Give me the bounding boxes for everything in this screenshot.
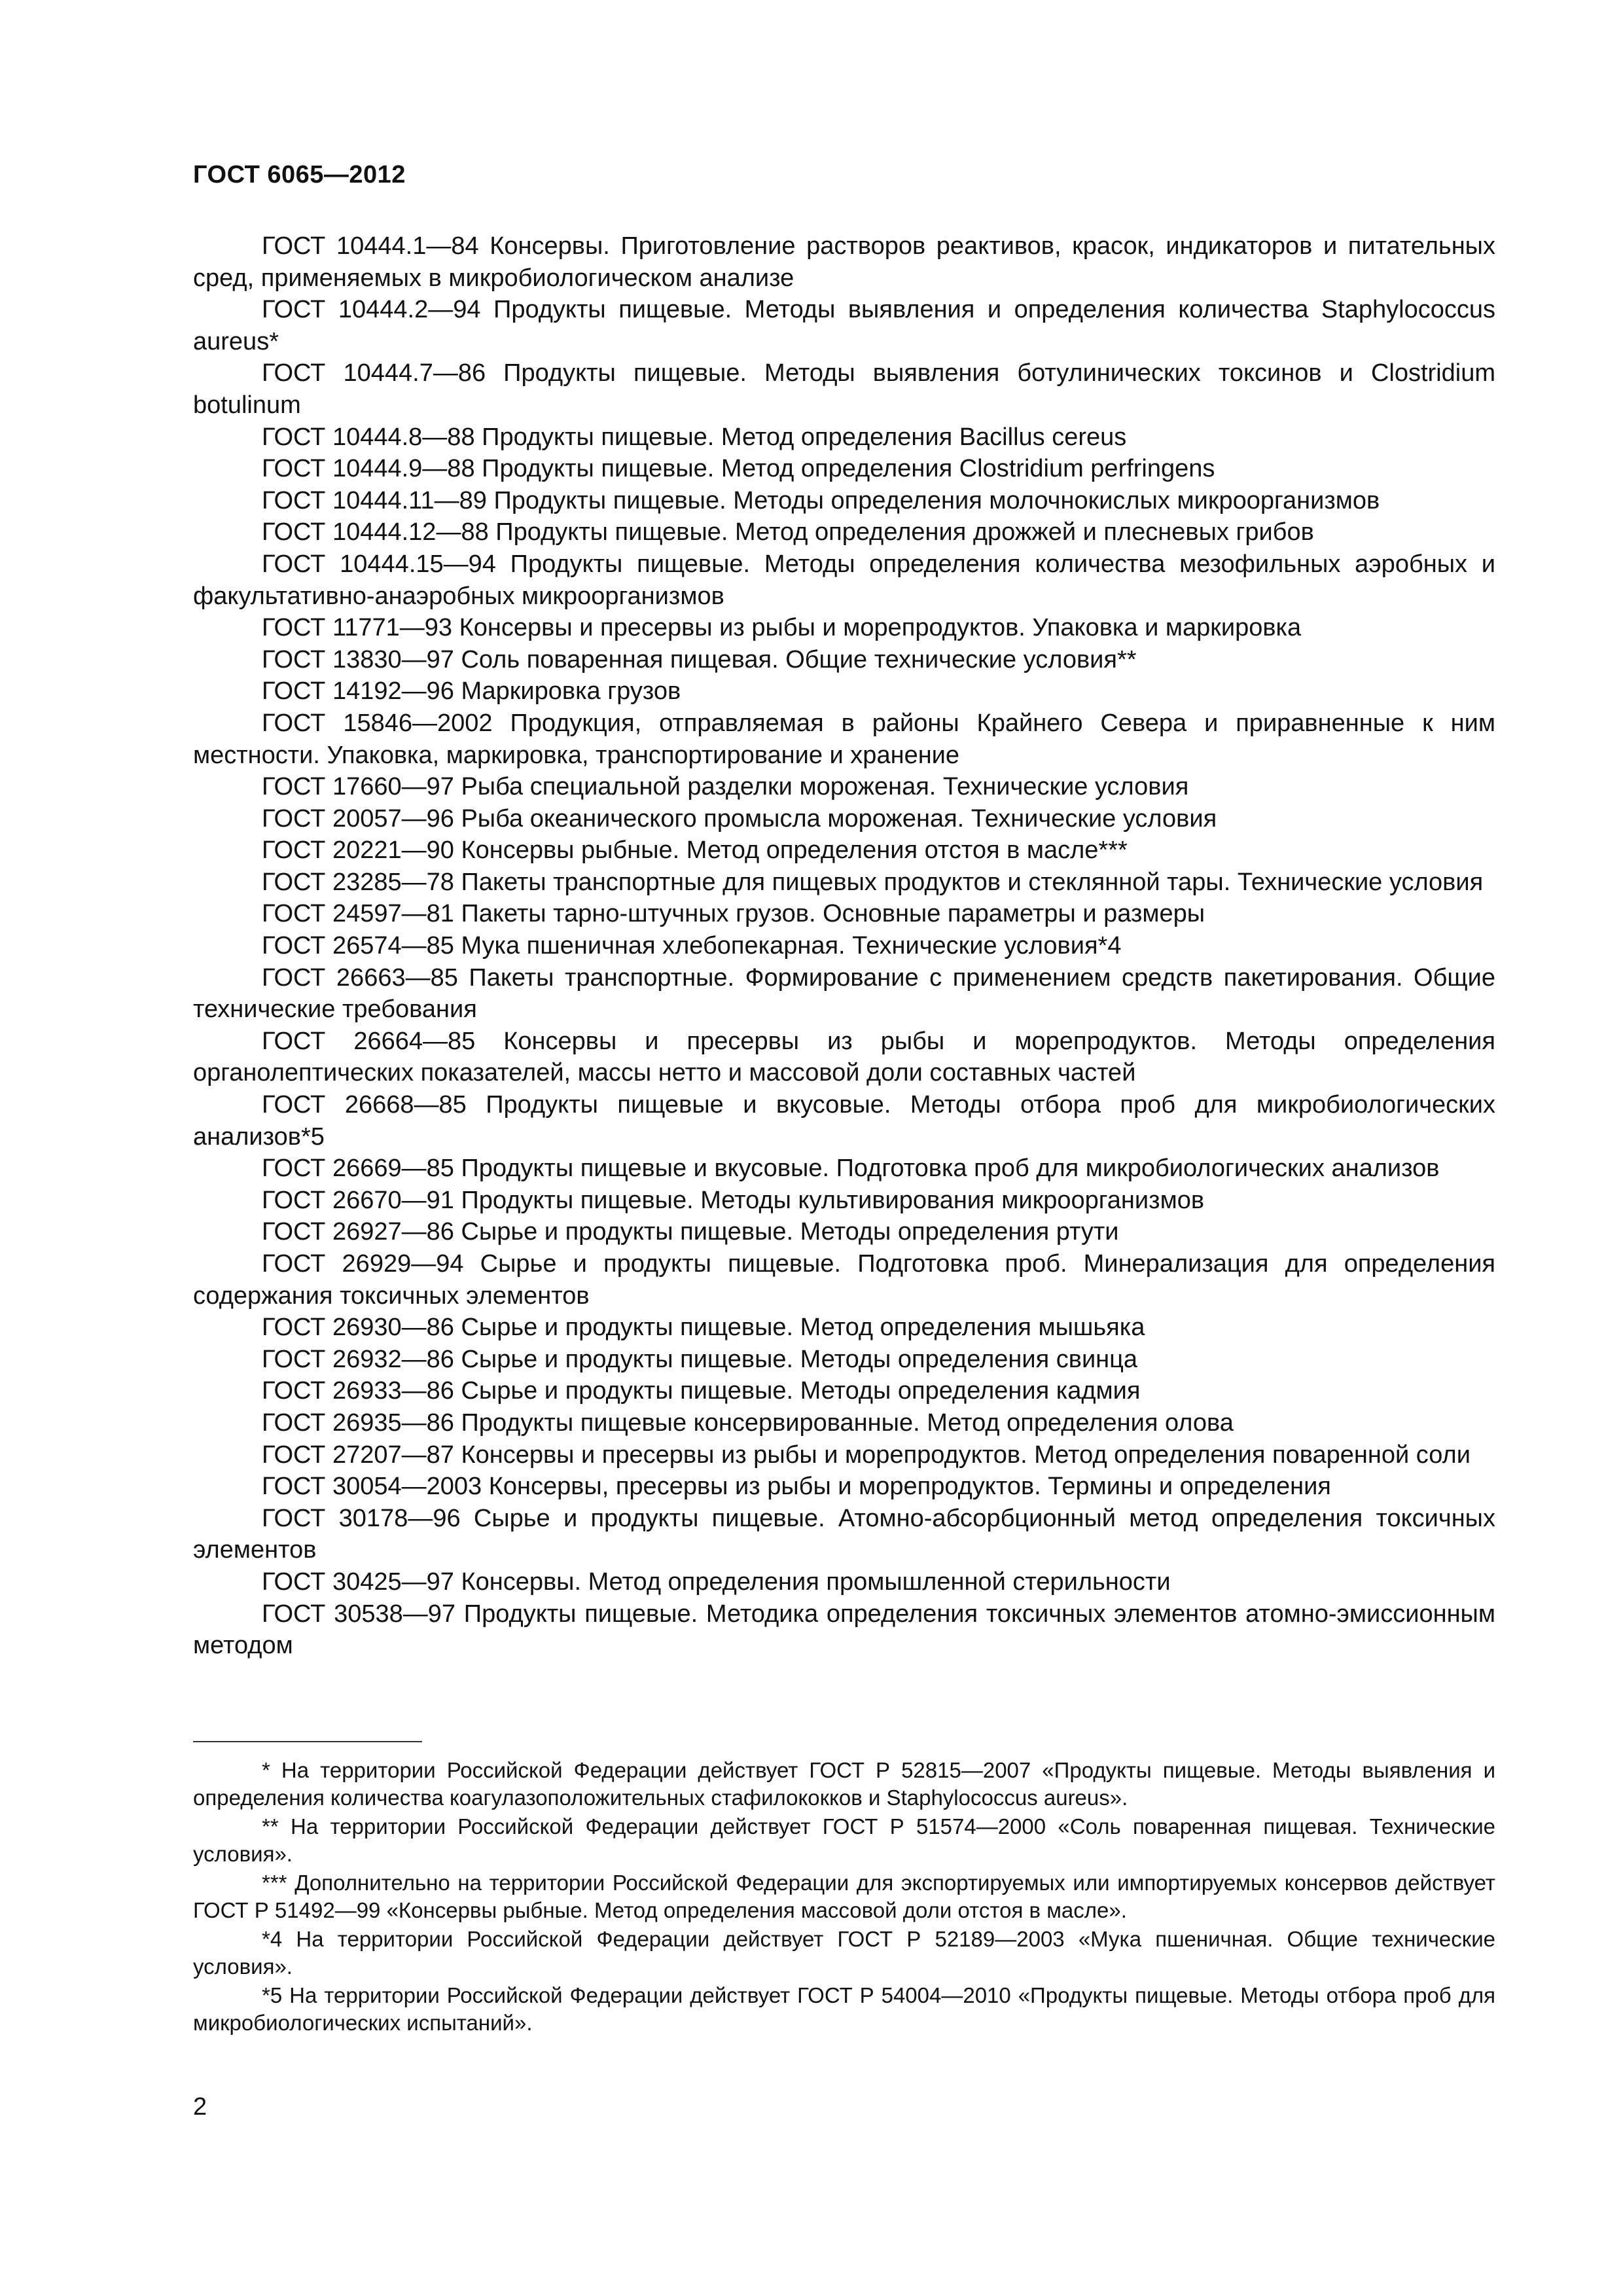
footnote-mark: * bbox=[262, 1758, 270, 1782]
reference-entry: ГОСТ 13830—97 Соль поваренная пищевая. Общие технические условия** bbox=[262, 645, 1137, 673]
footnote bbox=[193, 1982, 1495, 2037]
reference-entry: ГОСТ 24597—81 Пакеты тарно-штучных грузов. Основные параметры и размеры bbox=[262, 900, 1205, 928]
document-header: ГОСТ 6065—2012 bbox=[193, 161, 406, 188]
reference-entry: ГОСТ 10444.12—88 Продукты пищевые. Метод определения дрожжей и плесневых грибов bbox=[262, 518, 1314, 547]
footnote-divider bbox=[193, 1741, 422, 1742]
footnotes bbox=[193, 1757, 1495, 2038]
reference-entry: ГОСТ 30538—97 Продукты пищевые. Методика определения токсичных элементов атомно-эмиссионным методом bbox=[193, 1600, 1495, 1660]
reference-entry: ГОСТ 26574—85 Мука пшеничная хлебопекарная. Технические условия*4 bbox=[262, 932, 1122, 960]
footnote-mark: ** bbox=[262, 1814, 279, 1839]
footnote-mark: *4 bbox=[262, 1927, 283, 1951]
reference-entry: ГОСТ 23285—78 Пакеты транспортные для пищевых продуктов и стеклянной тары. Технические условия bbox=[262, 868, 1484, 896]
footnote bbox=[193, 1757, 1495, 1812]
reference-entry: ГОСТ 10444.7—86 Продукты пищевые. Методы выявления ботулинических токсинов и Clostridium botulinum bbox=[193, 359, 1495, 419]
reference-entry: ГОСТ 30425—97 Консервы. Метод определения промышленной стерильности bbox=[262, 1568, 1171, 1596]
reference-entry: ГОСТ 30178—96 Сырье и продукты пищевые. Атомно-абсорбционный метод определения токсичных элементов bbox=[193, 1504, 1495, 1564]
footnote-text: Дополнительно на территории Российской Федерации для экспортируемых или импортируемых консервов действует ГОСТ Р 51492—99 «Консервы рыбные. Метод определения массовой доли отстоя в масле». bbox=[193, 1871, 1495, 1922]
footnote-text: На территории Российской Федерации действует ГОСТ Р 54004—2010 «Продукты пищевые. Методы отбора проб для микробиологических испытаний». bbox=[193, 1983, 1496, 2035]
footnote-text: На территории Российской Федерации действует ГОСТ Р 52815—2007 «Продукты пищевые. Методы выявления и определения количества коагулазоположительных стафилококков и Staphylococcus aureus». bbox=[193, 1758, 1496, 1810]
reference-entry: ГОСТ 20057—96 Рыба океанического промысла мороженая. Технические условия bbox=[262, 804, 1217, 833]
reference-entry: ГОСТ 26669—85 Продукты пищевые и вкусовые. Подготовка проб для микробиологических анализов bbox=[262, 1155, 1440, 1183]
reference-entry: ГОСТ 26670—91 Продукты пищевые. Методы культивирования микроорганизмов bbox=[262, 1186, 1205, 1214]
reference-entry: ГОСТ 26935—86 Продукты пищевые консервированные. Метод определения олова bbox=[262, 1408, 1234, 1437]
reference-entry: ГОСТ 26932—86 Сырье и продукты пищевые. Методы определения свинца bbox=[262, 1345, 1138, 1373]
reference-entry: ГОСТ 26663—85 Пакеты транспортные. Формирование с применением средств пакетирования. Общие технические требования bbox=[193, 963, 1495, 1024]
reference-entry: ГОСТ 26668—85 Продукты пищевые и вкусовые. Методы отбора проб для микробиологических анализов*5 bbox=[193, 1091, 1495, 1151]
reference-entry: ГОСТ 10444.9—88 Продукты пищевые. Метод определения Clostridium perfringens bbox=[262, 455, 1215, 483]
footnote-mark: *** bbox=[262, 1871, 287, 1895]
footnote bbox=[193, 1926, 1495, 1981]
footnote-text: На территории Российской Федерации действует ГОСТ Р 52189—2003 «Мука пшеничная. Общие технические условия». bbox=[193, 1927, 1495, 1979]
reference-entry: ГОСТ 10444.11—89 Продукты пищевые. Методы определения молочнокислых микроорганизмов bbox=[262, 486, 1380, 514]
reference-entry: ГОСТ 10444.8—88 Продукты пищевые. Метод определения Bacillus cereus bbox=[262, 423, 1127, 451]
reference-entry: ГОСТ 20221—90 Консервы рыбные. Метод определения отстоя в масле*** bbox=[262, 836, 1128, 865]
reference-entry: ГОСТ 11771—93 Консервы и пресервы из рыбы и морепродуктов. Упаковка и маркировка bbox=[262, 614, 1302, 642]
footnote-text: На территории Российской Федерации действует ГОСТ Р 51574—2000 «Соль поваренная пищевая. Технические условия». bbox=[193, 1814, 1496, 1866]
reference-entry: ГОСТ 17660—97 Рыба специальной разделки мороженая. Технические условия bbox=[262, 773, 1189, 801]
reference-entry: ГОСТ 10444.1—84 Консервы. Приготовление растворов реактивов, красок, индикаторов и питательных сред, применяемых в микробиологическом анализе bbox=[193, 232, 1495, 292]
reference-entry: ГОСТ 26933—86 Сырье и продукты пищевые. Методы определения кадмия bbox=[262, 1377, 1141, 1405]
reference-entry: ГОСТ 26929—94 Сырье и продукты пищевые. Подготовка проб. Минерализация для определения содержания токсичных элементов bbox=[193, 1250, 1495, 1310]
reference-entry: ГОСТ 10444.2—94 Продукты пищевые. Методы выявления и определения количества Staphylococcus aureus* bbox=[193, 296, 1495, 355]
footnote bbox=[193, 1869, 1495, 1924]
footnote bbox=[193, 1813, 1495, 1868]
page-number: 2 bbox=[193, 2093, 207, 2121]
reference-entry: ГОСТ 26927—86 Сырье и продукты пищевые. Методы определения ртути bbox=[262, 1218, 1119, 1246]
footnote-mark: *5 bbox=[262, 1983, 283, 2007]
reference-entry: ГОСТ 27207—87 Консервы и пресервы из рыбы и морепродуктов. Метод определения поваренной соли bbox=[262, 1441, 1471, 1469]
reference-entry: ГОСТ 26930—86 Сырье и продукты пищевые. Метод определения мышьяка bbox=[262, 1314, 1145, 1342]
reference-entry: ГОСТ 10444.15—94 Продукты пищевые. Методы определения количества мезофильных аэробных и факультативно-анаэробных микроорганизмов bbox=[193, 550, 1495, 610]
normative-references-list bbox=[193, 230, 1495, 1662]
reference-entry: ГОСТ 14192—96 Маркировка грузов bbox=[262, 677, 681, 706]
reference-entry: ГОСТ 26664—85 Консервы и пресервы из рыбы и морепродуктов. Методы определения органолептических показателей, массы нетто и массовой доли составных частей bbox=[193, 1027, 1495, 1087]
reference-entry: ГОСТ 30054—2003 Консервы, пресервы из рыбы и морепродуктов. Термины и определения bbox=[262, 1473, 1331, 1501]
reference-entry: ГОСТ 15846—2002 Продукция, отправляемая в районы Крайнего Севера и приравненные к ним местности. Упаковка, маркировка, транспортирование и хранение bbox=[193, 709, 1495, 769]
